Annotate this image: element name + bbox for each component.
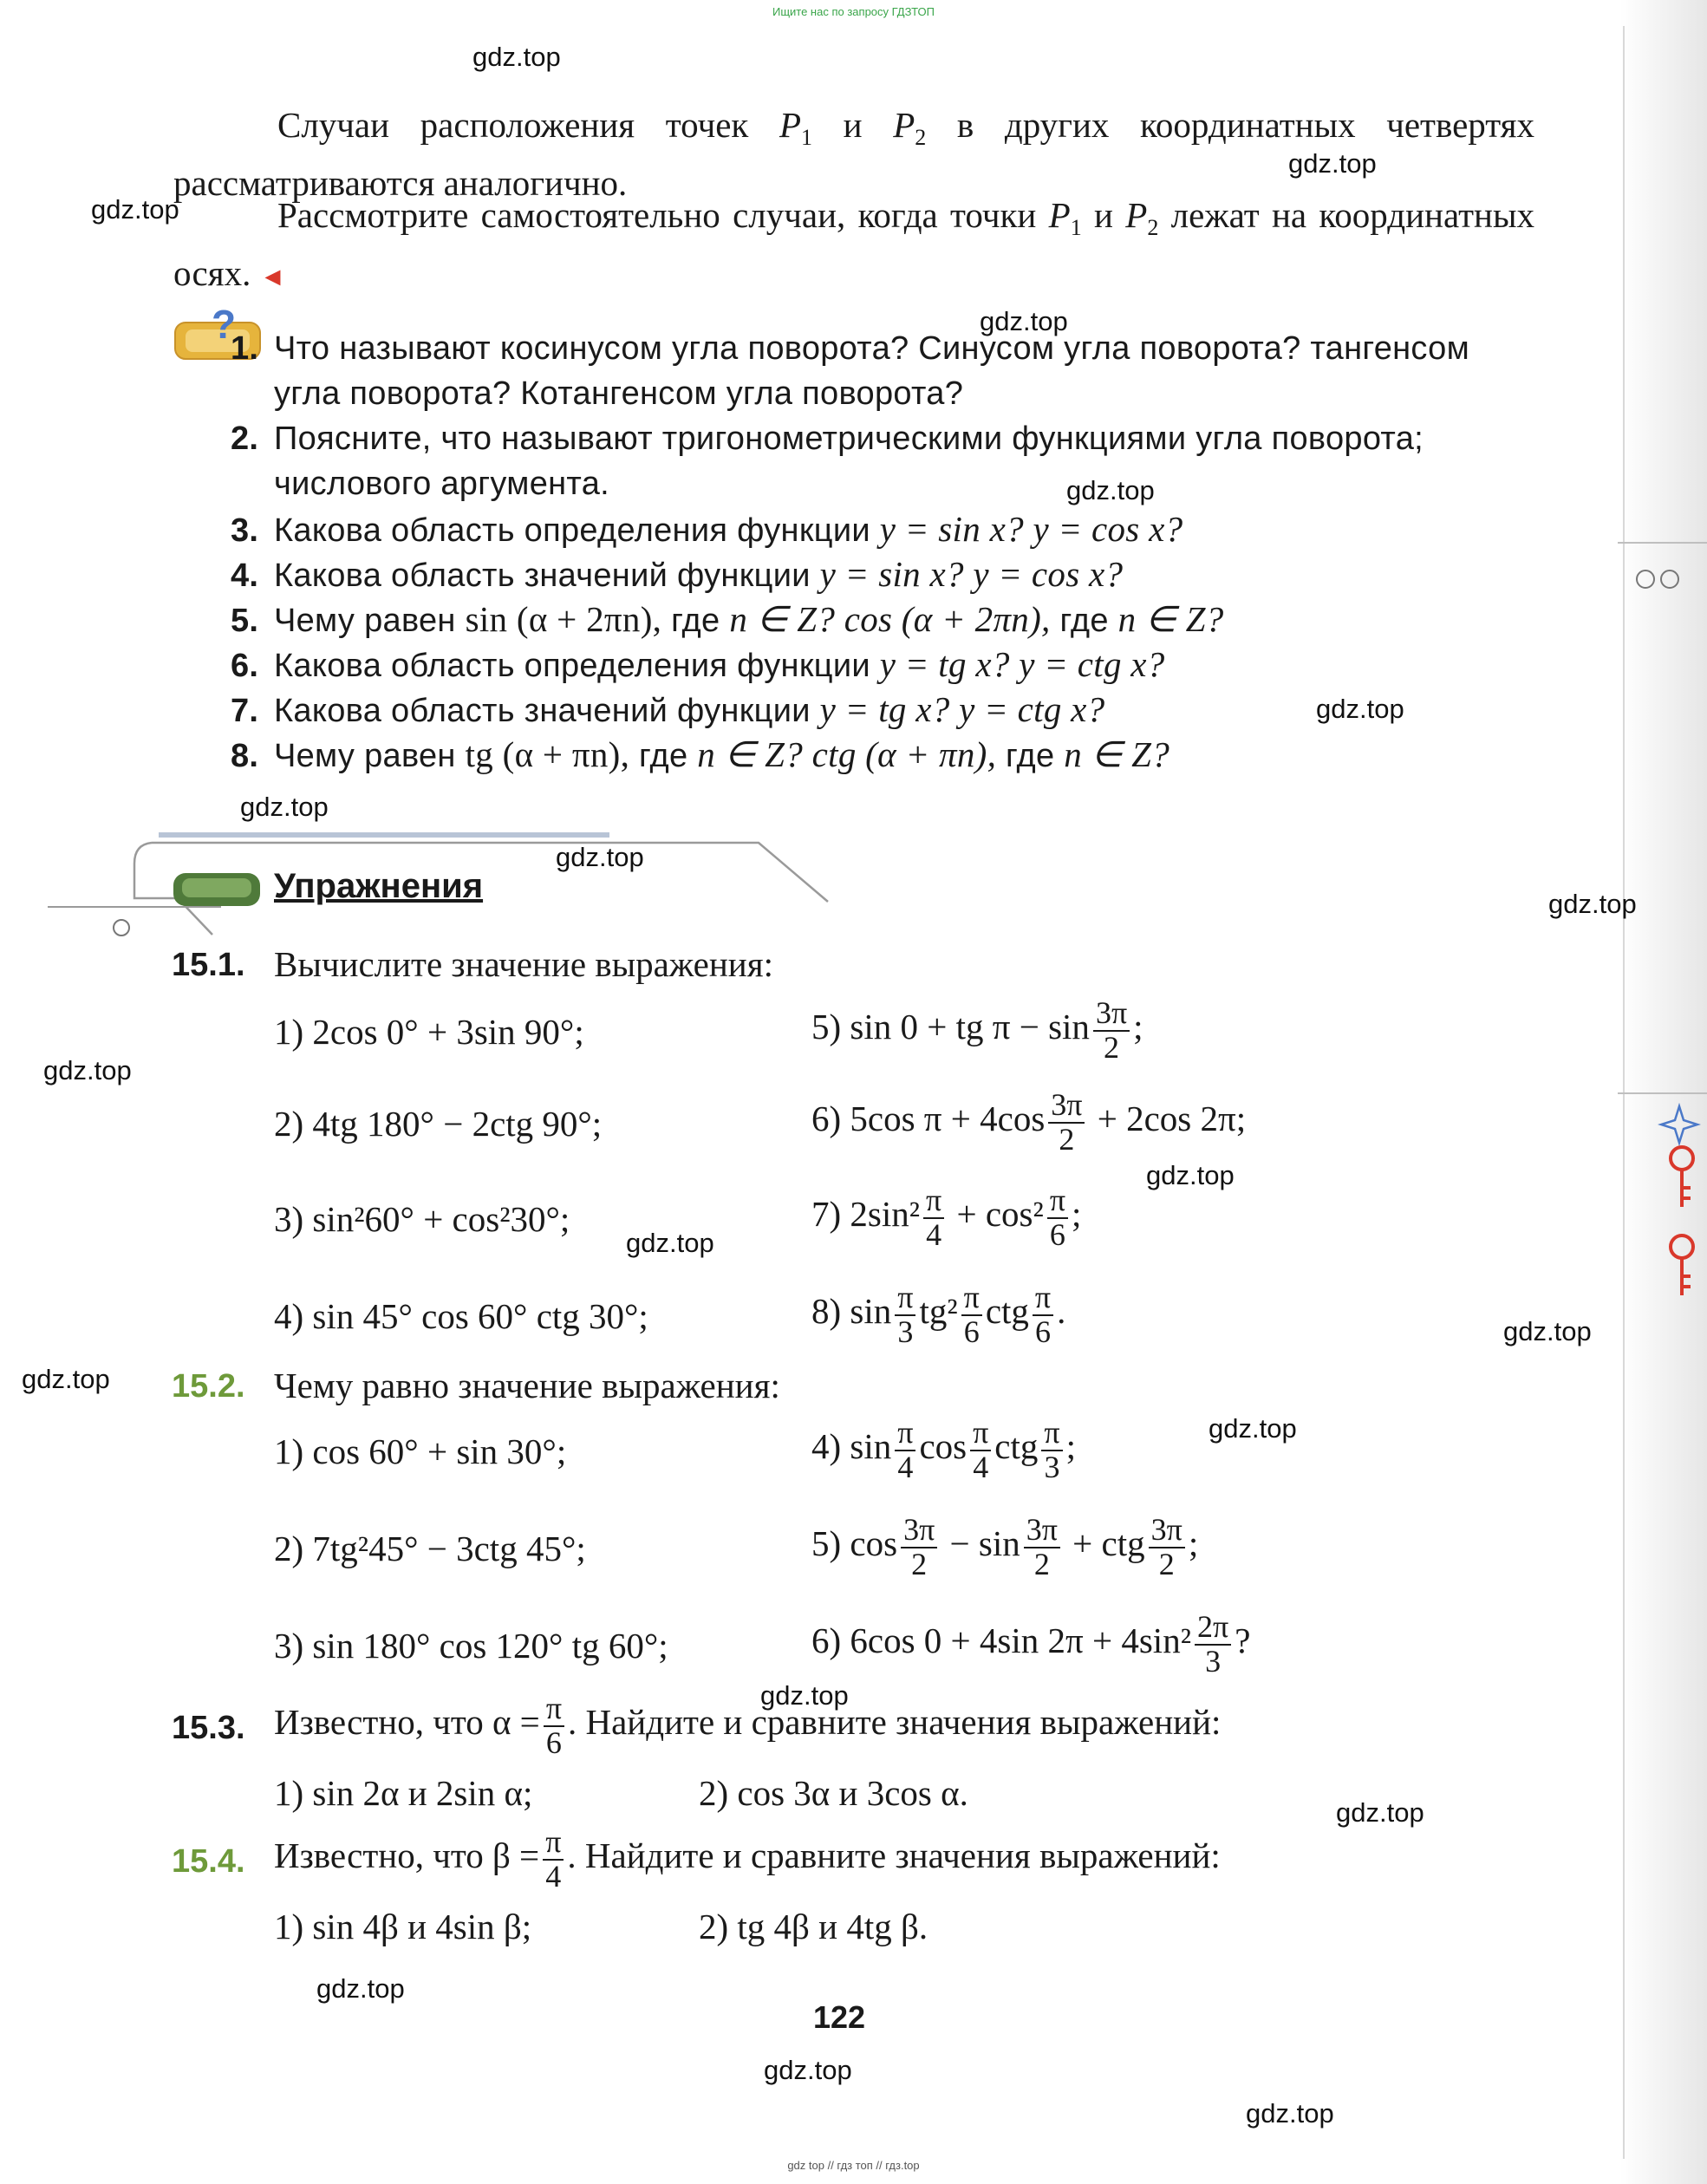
exercise-item: 2) 7tg²45° − 3ctg 45°;: [274, 1529, 586, 1568]
watermark: gdz.top: [43, 1055, 132, 1085]
watermark: gdz.top: [22, 1364, 110, 1394]
watermark: gdz.top: [1066, 475, 1155, 505]
key-icon: [1665, 1143, 1699, 1212]
watermark: gdz.top: [316, 1973, 405, 2004]
watermark: gdz.top: [556, 842, 644, 872]
intro-paragraph-2: Рассмотрите самостоятельно случаи, когда точки $P_1$ и $P_2$ лежат на координатных осях. ◄: [173, 195, 1535, 294]
exercise-item: 2) tg 4β и 4tg β.: [699, 1907, 928, 1946]
question-6: 6. Какова область определения функции y = tg x? y = ctg x?: [231, 644, 1165, 684]
exercise-item: 7) 2sin² $\frac{\pi}{4}$ + cos² $\frac{\pi}{6}$ ;: [811, 1183, 1082, 1252]
exercise-item: 4) sin 45° cos 60° ctg 30°;: [274, 1296, 648, 1336]
edge-tab-line: [1618, 542, 1707, 544]
question-7: 7. Какова область значений функции y = tg x? y = ctg x?: [231, 689, 1105, 729]
exercise-number: 15.3.: [172, 1710, 245, 1746]
watermark: gdz.top: [760, 1680, 849, 1711]
double-circle-icon: [1630, 564, 1691, 598]
watermark: gdz.top: [1316, 694, 1404, 724]
key-icon: [1665, 1231, 1699, 1301]
watermark: gdz.top: [764, 2055, 852, 2085]
exercise-item: 2) 4tg 180° − 2ctg 90°;: [274, 1104, 603, 1144]
watermark: gdz.top: [1146, 1160, 1235, 1190]
question-4: 4. Какова область значений функции y = sin x? y = cos x?: [231, 554, 1124, 594]
exercise-item: 1) 2cos 0° + 3sin 90°;: [274, 1012, 584, 1052]
exercise-title: Известно, что β = $\frac{\pi}{4}$ . Найдите и сравните значения выражений:: [274, 1824, 1221, 1894]
exercise-item: 5) cos $\frac{3\pi}{2}$ − sin $\frac{3\pi}{2}$ + ctg $\frac{3\pi}{2}$ ;: [811, 1512, 1199, 1581]
watermark: gdz.top: [626, 1228, 714, 1258]
exercise-item: 2) cos 3α и 3cos α.: [699, 1773, 968, 1813]
watermark: gdz.top: [1288, 148, 1377, 179]
exercises-badge-icon: [172, 870, 262, 909]
exercise-item: 6) 5cos π + 4cos $\frac{3\pi}{2}$ + 2cos 2π;: [811, 1087, 1247, 1157]
watermark: gdz.top: [240, 792, 329, 822]
intro-paragraph-1: Случаи расположения точек $P_1$ и $P_2$ в других координатных четвертях рассматриваются аналогично.: [173, 105, 1534, 204]
svg-text:?: ?: [212, 303, 237, 347]
exercise-number: 15.4.: [172, 1843, 245, 1880]
watermark: gdz.top: [1246, 2098, 1334, 2129]
watermark: gdz.top: [1336, 1797, 1424, 1828]
edge-tab-line: [1618, 1092, 1707, 1094]
exercise-item: 1) cos 60° + sin 30°;: [274, 1431, 567, 1471]
question-2: 2. Поясните, что называют тригонометрическими функциями угла поворота; числового аргумента.: [231, 421, 1424, 502]
question-1: 1. Что называют косинусом угла поворота? Синусом угла поворота? тангенсом угла поворота? Котангенсом угла поворота?: [231, 330, 1470, 412]
question-5: 5. Чему равен sin (α + 2πn), где n ∈ Z? cos (α + 2πn), где n ∈ Z?: [231, 599, 1224, 639]
exercise-title: Вычислите значение выражения:: [274, 944, 773, 984]
question-8: 8. Чему равен tg (α + πn), где n ∈ Z? ctg (α + πn), где n ∈ Z?: [231, 734, 1170, 774]
top-note: Ищите нас по запросу ГДЗТОП: [772, 5, 935, 18]
exercise-item: 8) sin $\frac{\pi}{3}$ tg² $\frac{\pi}{6}$ ctg $\frac{\pi}{6}$ .: [811, 1280, 1066, 1349]
exercise-title: Чему равно значение выражения:: [274, 1366, 780, 1405]
exercise-item: 6) 6cos 0 + 4sin 2π + 4sin² $\frac{2\pi}{3}$ ?: [811, 1609, 1251, 1679]
exercises-heading: Упражнения: [274, 867, 484, 905]
exercise-item: 5) sin 0 + tg π − sin $\frac{3\pi}{2}$ ;: [811, 995, 1143, 1065]
exercise-item: 3) sin²60° + cos²30°;: [274, 1199, 570, 1239]
question-3: 3. Какова область определения функции y = sin x? y = cos x?: [231, 509, 1183, 549]
exercise-title: Известно, что α = $\frac{\pi}{6}$ . Найдите и сравните значения выражений:: [274, 1691, 1222, 1760]
watermark: gdz.top: [1548, 889, 1637, 919]
end-marker-icon: ◄: [259, 263, 286, 292]
star-icon: [1658, 1103, 1701, 1146]
bottom-note: gdz top // гдз топ // гдз.top: [787, 2159, 920, 2172]
page-number: 122: [813, 1999, 866, 2035]
watermark: gdz.top: [1503, 1316, 1592, 1346]
watermark: gdz.top: [91, 194, 179, 225]
exercise-item: 4) sin $\frac{\pi}{4}$ cos $\frac{\pi}{4}$ ctg $\frac{\pi}{3}$ ;: [811, 1415, 1076, 1484]
watermark: gdz.top: [980, 306, 1068, 336]
exercise-number: 15.2.: [172, 1368, 245, 1405]
exercise-number: 15.1.: [172, 947, 245, 983]
exercise-item: 3) sin 180° cos 120° tg 60°;: [274, 1626, 668, 1666]
watermark: gdz.top: [1209, 1413, 1297, 1444]
exercise-item: 1) sin 2α и 2sin α;: [274, 1773, 533, 1813]
watermark: gdz.top: [472, 42, 561, 72]
exercise-item: 1) sin 4β и 4sin β;: [274, 1907, 532, 1946]
